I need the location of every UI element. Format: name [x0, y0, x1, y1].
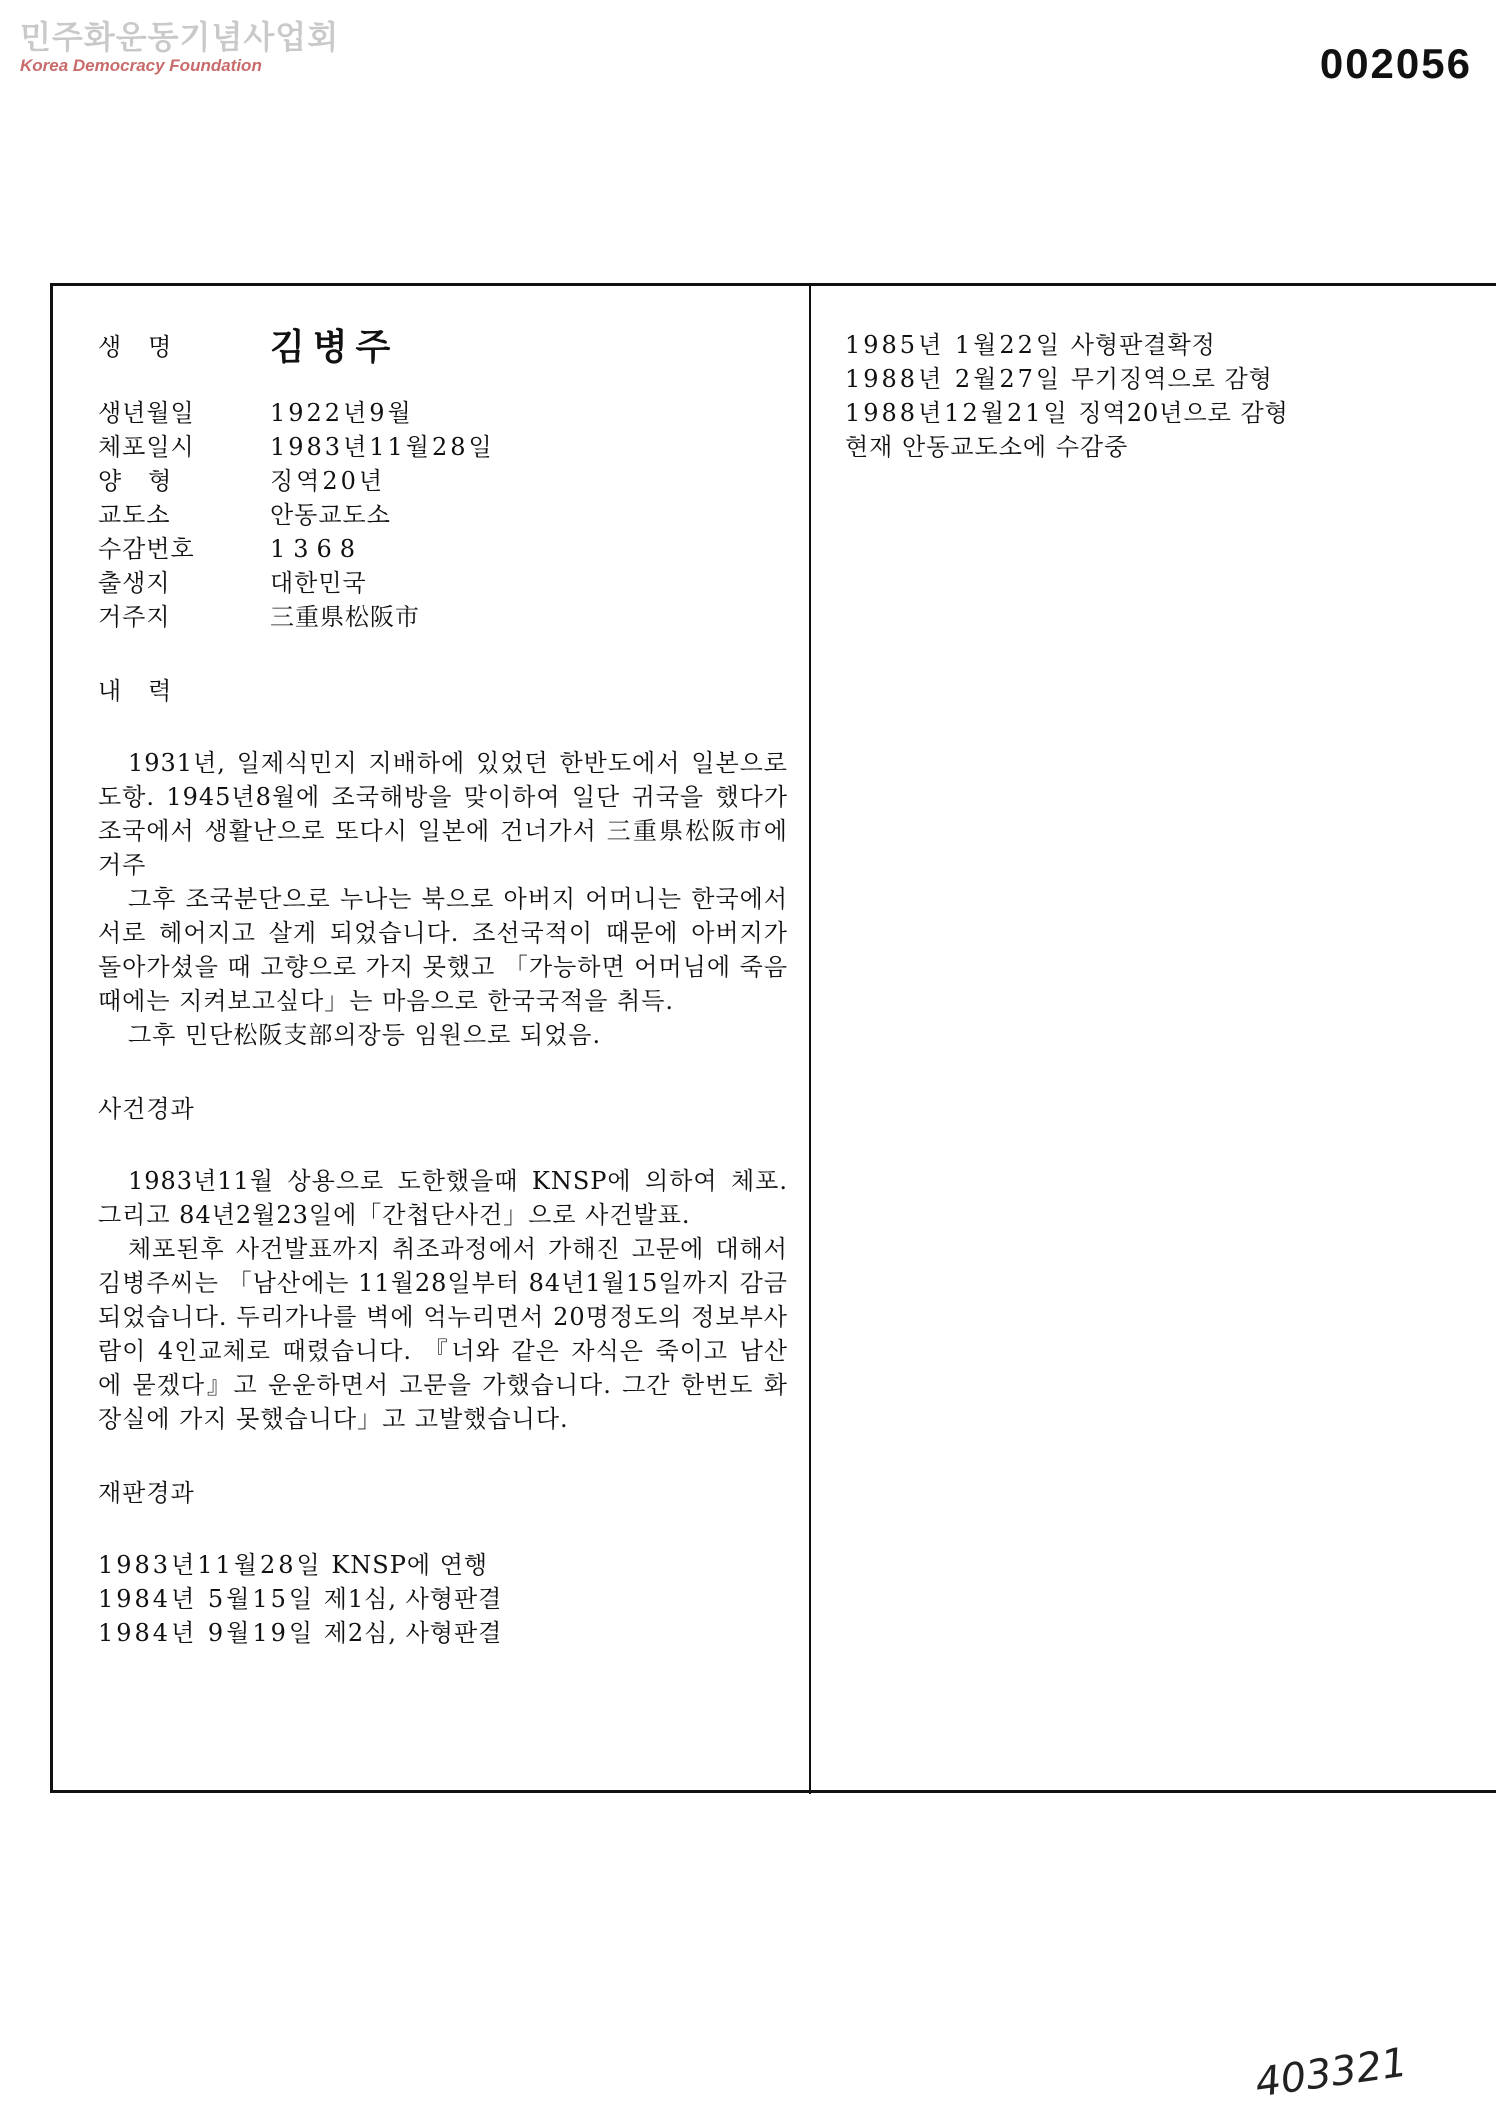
- field-value: 1368: [270, 535, 364, 563]
- field-value: 징역20년: [270, 467, 386, 495]
- field-label: 체포일시: [98, 433, 195, 461]
- case-paragraph: 체포된후 사건발표까지 취조과정에서 가해진 고문에 대해서 김병주씨는 「남산에는 11월28일부터 84년1월15일까지 감금되었습니다. 두리가나를 벽에 억누리면서 20명정도의 정보부사람이 4인교체로 때렸습니다. 『너와 같은 자식은 죽이고 남산에 묻겠다』고 운운하면서 고문을 가했습니다. 그간 한번도 화장실에 가지 못했습니다」고 고발했습니다.: [98, 1235, 788, 1433]
- trial-date: 1988년 2월27일: [845, 365, 1063, 393]
- trial-event: 제2심, 사형판결: [323, 1619, 503, 1647]
- history-heading: 내 력: [98, 677, 173, 705]
- trial-entry: [845, 328, 1465, 362]
- trial-date: 1984년 9월19일: [98, 1619, 316, 1647]
- trial-date: 1984년 5월15일: [98, 1585, 316, 1613]
- trial-entry: [98, 1616, 788, 1650]
- field-row: [98, 464, 788, 498]
- field-row: [98, 532, 788, 566]
- trial-date: 1988년12월21일: [845, 399, 1070, 427]
- case-heading: 사건경과: [98, 1095, 195, 1123]
- foundation-logo: [20, 18, 339, 76]
- trial-entry: [98, 1548, 788, 1582]
- trial-event: 사형판결확정: [1070, 331, 1216, 359]
- field-row: [98, 566, 788, 600]
- field-label: 생년월일: [98, 399, 195, 427]
- right-column: [845, 328, 1465, 464]
- trial-event: 징역20년으로 감형: [1078, 399, 1289, 427]
- field-value: 三重県松阪市: [270, 603, 420, 631]
- trial-entry: [845, 396, 1465, 430]
- field-value: 안동교도소: [270, 501, 391, 529]
- trial-date: 1983년11월28일: [98, 1551, 323, 1579]
- column-divider: [809, 284, 811, 1794]
- trial-entry: [98, 1582, 788, 1616]
- profile-fields: [98, 396, 788, 634]
- document-number: 002056: [1319, 40, 1472, 87]
- trial-list-left: [98, 1548, 788, 1650]
- field-row: [98, 430, 788, 464]
- current-status: 현재 안동교도소에 수감중: [845, 433, 1129, 461]
- trial-date: 1985년 1월22일: [845, 331, 1063, 359]
- field-label: 양 형: [98, 467, 173, 495]
- logo-korean-text: 민주화운동기념사업회: [20, 18, 340, 56]
- history-paragraph: 그후 민단松阪支部의장등 임원으로 되었음.: [128, 1021, 602, 1049]
- trial-list-right: [845, 328, 1465, 464]
- name-label: 생 명: [98, 333, 173, 361]
- field-value: 1922년9월: [270, 399, 414, 427]
- field-row: [98, 600, 788, 634]
- name-value: 김병주: [270, 326, 399, 368]
- field-row: [98, 498, 788, 532]
- name-row: [98, 318, 788, 376]
- trial-heading: 재판경과: [98, 1479, 195, 1507]
- left-column: [98, 318, 788, 1650]
- field-label: 수감번호: [98, 535, 195, 563]
- field-row: [98, 396, 788, 430]
- field-value: 대한민국: [270, 569, 367, 597]
- field-label: 거주지: [98, 603, 171, 631]
- handwritten-number: 403321: [1252, 2039, 1411, 2107]
- logo-english-text: Korea Democracy Foundation: [20, 56, 262, 75]
- history-paragraph: 그후 조국분단으로 누나는 북으로 아버지 어머니는 한국에서 서로 헤어지고 살게 되었습니다. 조선국적이 때문에 아버지가 돌아가셨을 때 고향으로 가지 못했고 「가능하면 어머님에 죽음때에는 지켜보고싶다」는 마음으로 한국국적을 취득.: [98, 885, 789, 1015]
- field-label: 교도소: [98, 501, 171, 529]
- trial-event: 제1심, 사형판결: [323, 1585, 503, 1613]
- trial-event: KNSP에 연행: [331, 1551, 489, 1579]
- field-label: 출생지: [98, 569, 171, 597]
- history-paragraph: 1931년, 일제식민지 지배하에 있었던 한반도에서 일본으로 도항. 1945년8월에 조국해방을 맞이하여 일단 귀국을 했다가 조국에서 생활난으로 또다시 일본에 건너가서 三重県松阪市에 거주: [98, 749, 788, 879]
- field-value: 1983년11월28일: [270, 433, 495, 461]
- trial-entry: [845, 362, 1465, 396]
- trial-event: 무기징역으로 감형: [1070, 365, 1273, 393]
- case-paragraph: 1983년11월 상용으로 도한했을때 KNSP에 의하여 체포. 그리고 84년2월23일에「간첩단사건」으로 사건발표.: [98, 1167, 788, 1229]
